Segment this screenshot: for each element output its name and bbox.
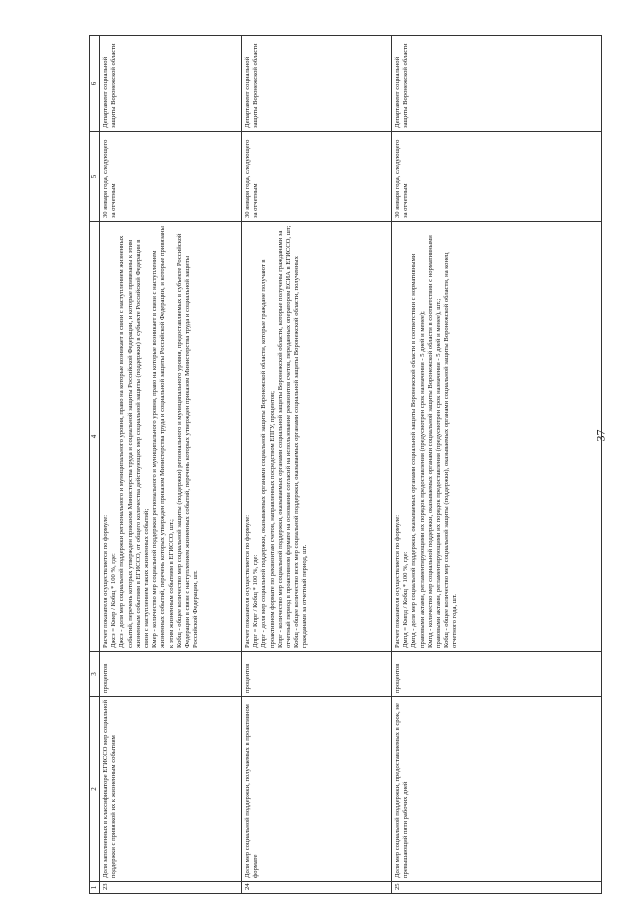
row-number: 23: [100, 882, 242, 894]
indicators-table-wrapper: [89, 36, 600, 894]
row-number: 25: [392, 882, 602, 894]
formula-line: Дпрг = Кпрг / Кобщ * 100 %, где:: [252, 554, 260, 648]
unit: процентов: [242, 652, 392, 697]
header-row: [90, 36, 100, 894]
responsible: Департамент социальной защиты Воронежской области: [392, 36, 602, 132]
formula-line: Джсз = Кмер / Кобщ * 100 %, где:: [110, 553, 118, 648]
page-number: 37: [593, 429, 608, 442]
responsible: Департамент социальной защиты Воронежской области: [242, 36, 392, 132]
indicator-name: Доля заполненных в классификаторе ЕГИССО мер социальной поддержки с привязкой их к жизненным событиям: [100, 697, 242, 882]
deadline: 30 января года, следующего за отчетным: [392, 132, 602, 222]
formula-line: Дмпд - доля мер социальной поддержки, оказываемых органами социальной защиты Воронежской области в соответствии с нормативными правовыми актами, регламентирующими их порядок предоставления (предусмотрен срок назначения - 5 дней и менее);: [410, 253, 426, 648]
formula-line: Расчет показателя осуществляется по формуле:: [394, 514, 401, 648]
formula-line: Кобщ - общее количество всех мер социальной поддержки, оказываемых органами социальной защиты Воронежской области, полученных гражданами за отчетный период, шт.: [293, 256, 309, 648]
column-header: 2: [90, 697, 100, 882]
formula-cell: [242, 222, 392, 652]
formula-line: Расчет показателя осуществляется по формуле:: [244, 514, 251, 648]
column-header: 4: [90, 222, 100, 652]
unit: процентов: [100, 652, 242, 697]
responsible: Департамент социальной защиты Воронежской области: [100, 36, 242, 132]
column-header: 6: [90, 36, 100, 132]
indicator-name: Доля мер социальной поддержки, получаемых в проактивном формате: [242, 697, 392, 882]
table-row: [392, 36, 602, 894]
row-number: 24: [242, 882, 392, 894]
formula-line: Джсз - доля мер социальной поддержки регионального и муниципального уровня, право на которые возникает в связи с наступлением жизненных событий, перечень которых утвержден приказом Министерства труда и социальной защиты Российской Федерации, и которые привязаны к этим жизненным событиям в ЕГИССО, от общего количества действующих мер социальной защиты (поддержки) в субъекте Российской Федерации в связи с наступлением таких жизненных событий;: [118, 235, 151, 648]
deadline: 30 января года, следующего за отчетным: [242, 132, 392, 222]
deadline: 30 января года, следующего за отчетным: [100, 132, 242, 222]
formula-line: Кмпд - количество мер социальной поддержки, оказываемых органами социальной защиты Воронежской области в соответствии с нормативными правовыми актами, регламентирующими их порядок предоставления (предусмотрен срок назначения - 5 дней и менее), шт.;: [426, 235, 443, 648]
formula-line: Дпрг - доля мер социальной поддержки, оказываемых органами социальной защиты Воронежской области, которые граждане получают в проактивном формате по реквизитам счетов, направленных посредством ЕПГУ, процентов;: [260, 259, 276, 648]
formula-line: Расчет показателя осуществляется по формуле:: [102, 514, 109, 648]
table-row: [242, 36, 392, 894]
column-header: 3: [90, 652, 100, 697]
formula-cell: [392, 222, 602, 652]
formula-line: Кобщ - общее количество мер социальной защиты (поддержки), оказываемых органами социальной защиты Воронежской области, на конец отчетного года, шт.: [443, 252, 459, 648]
indicator-name: Доля мер социальной поддержки, предоставляемых в срок, не превышающий пяти рабочих дней: [392, 697, 602, 882]
formula-line: Кпрг - количество мер социальной поддержки, оказываемых органами социальной защиты Воронежской области, которые получены гражданами за отчетный период в проактивном формате на основании согласий на использование реквизитов счетов, переданных оператором ЕСИА в ЕГИССО, шт;: [276, 225, 293, 648]
column-header: 1: [90, 882, 100, 894]
indicators-table: [89, 35, 602, 894]
table-row: [100, 36, 242, 894]
formula-line: Кобщ - общее количество мер социальной защиты (поддержки) регионального и муниципального уровня, предоставляемых в субъекте Российской Федерации в связи с наступлением жизненных событий, перечень которых утвержден приказом Министерства труда и социальной защиты Российской Федерации, шт.: [175, 233, 200, 648]
column-header: 5: [90, 132, 100, 222]
formula-cell: [100, 222, 242, 652]
unit: процентов: [392, 652, 602, 697]
formula-line: Дмпд = Кмпд / Кобщ * 100 %, где:: [402, 551, 410, 648]
formula-line: Кмер - количество мер социальной поддержки регионального и муниципального уровня, право на которые возникает в связи с наступлением жизненных событий, перечень которых утвержден приказом Министерства труда и социальной защиты Российской Федерации, и которые привязаны к этим жизненным событиям в ЕГИССО, шт.;: [151, 226, 175, 648]
